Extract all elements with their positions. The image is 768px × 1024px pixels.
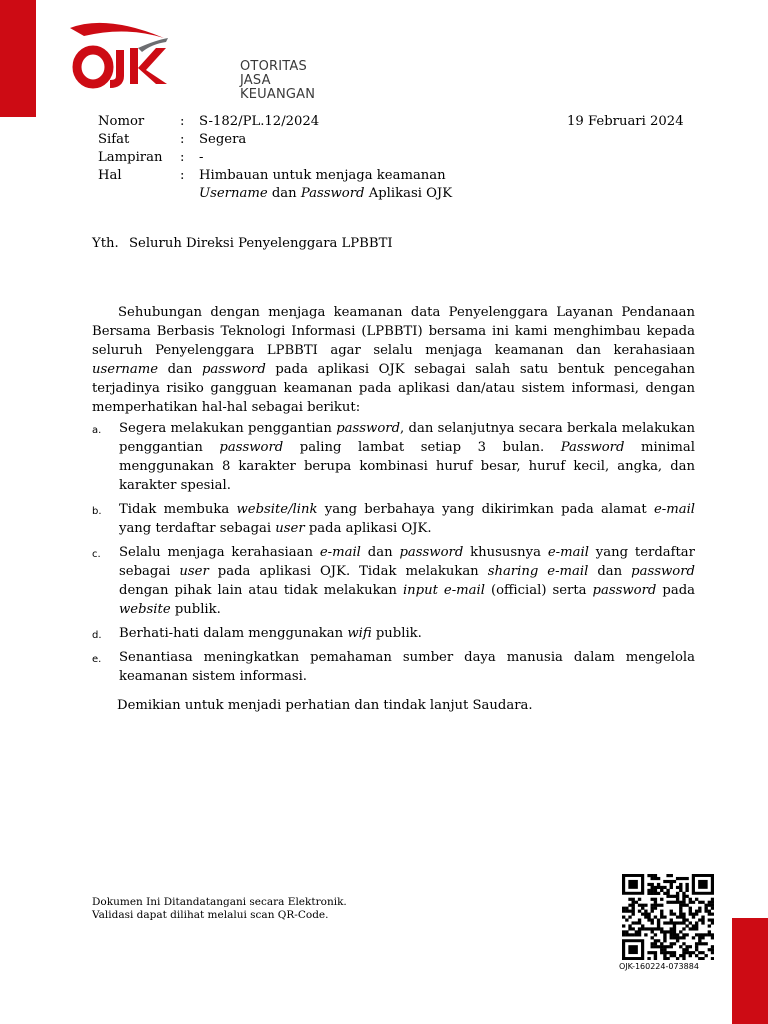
colon: :	[180, 168, 185, 183]
ojk-logo	[66, 18, 316, 102]
qr-code[interactable]	[622, 874, 714, 960]
intro-paragraph: Sehubungan dengan menjaga keamanan data Penyelenggara Layanan Pendanaan Bersama Berbasis Teknologi Informasi (LPBBTI) bersama ini kami menghimbau kepada seluruh Penyelenggara LPBBTI agar selalu menjaga keamanan dan kerahasiaan username dan password pada aplikasi OJK sebagai salah satu bentuk pencegahan terjadinya risiko gangguan keamanan pada aplikasi dan/atau sistem informasi, dengan memperhatikan hal-hal sebagai berikut:	[92, 305, 695, 415]
red-accent-bar-bottom	[732, 918, 768, 1024]
ojk-logo-text	[240, 60, 315, 102]
list-item: d. Berhati-hati dalam menggunakan wifi publik.	[92, 624, 695, 643]
hal-value-line-1: Himbauan untuk menjaga keamanan	[199, 168, 446, 183]
colon: :	[180, 114, 185, 129]
red-accent-bar-top	[0, 0, 36, 117]
e-signature-line-1: Dokumen Ini Ditandatangani secara Elektronik.	[92, 896, 347, 908]
hal-label: Hal	[98, 168, 122, 183]
hal-value-line-2: Username dan Password Aplikasi OJK	[199, 186, 453, 201]
lampiran-label: Lampiran	[98, 150, 163, 165]
letter-date: 19 Februari 2024	[567, 114, 684, 129]
colon: :	[180, 150, 185, 165]
list-item-letter: b.	[92, 506, 102, 517]
list-item-letter: e.	[92, 654, 102, 665]
recipient-prefix: Yth.	[92, 236, 119, 251]
list-item-letter: d.	[92, 630, 102, 641]
list-item: c. Selalu menjaga kerahasiaan e-mail dan password khususnya e-mail yang terdaftar sebagai user pada aplikasi OJK. Tidak melakukan sharing e-mail dan password dengan pihak lain atau tidak melakukan input e-mail (official) serta password pada website publik.	[92, 545, 695, 617]
colon: :	[180, 132, 185, 147]
recipient	[92, 235, 393, 253]
lampiran-value: -	[199, 150, 204, 165]
closing-sentence: Demikian untuk menjadi perhatian dan tindak lanjut Saudara.	[117, 698, 533, 713]
sifat-value: Segera	[199, 132, 247, 147]
nomor-label: Nomor	[98, 114, 145, 129]
e-signature-note	[92, 896, 347, 922]
list-item: a. Segera melakukan penggantian password, dan selanjutnya secara berkala melakukan penggantian password paling lambat setiap 3 bulan. Password minimal menggunakan 8 karakter berupa kombinasi huruf besar, huruf kecil, angka, dan karakter spesial.	[92, 421, 695, 493]
logo-line-1: OTORITAS	[240, 59, 307, 74]
ojk-logo-mark	[66, 18, 176, 94]
list-item-letter: c.	[92, 549, 101, 560]
list-item: e. Senantiasa meningkatkan pemahaman sumber daya manusia dalam mengelola keamanan sistem informasi.	[92, 650, 695, 684]
qr-code-caption: OJK-160224-073884	[619, 962, 699, 971]
e-signature-line-2: Validasi dapat dilihat melalui scan QR-Code.	[92, 909, 329, 921]
advisory-list	[92, 419, 695, 691]
list-item: b. Tidak membuka website/link yang berbahaya yang dikirimkan pada alamat e-mail yang terdaftar sebagai user pada aplikasi OJK.	[92, 502, 696, 536]
nomor-value: S-182/PL.12/2024	[199, 114, 320, 129]
recipient-name: Seluruh Direksi Penyelenggara LPBBTI	[129, 236, 393, 251]
logo-line-2: JASA	[240, 73, 271, 88]
list-item-letter: a.	[92, 425, 102, 436]
sifat-label: Sifat	[98, 132, 130, 147]
logo-line-3: KEUANGAN	[240, 87, 316, 102]
qr-code-graphic	[622, 874, 714, 960]
